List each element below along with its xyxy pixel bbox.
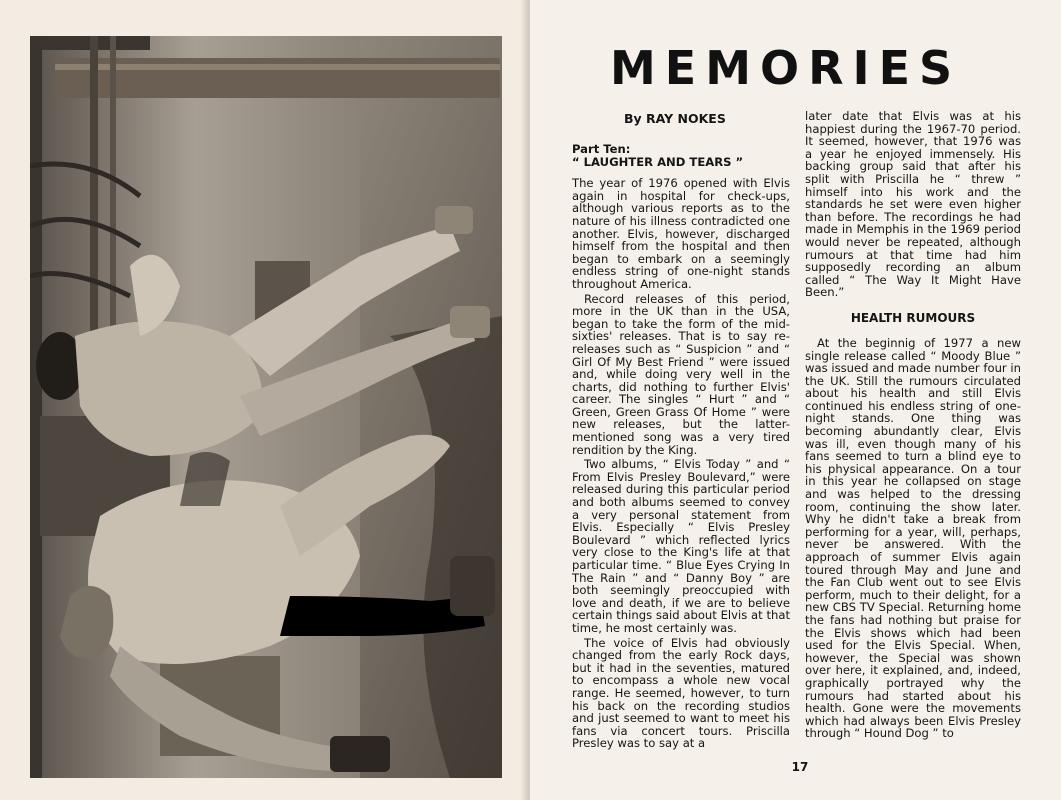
left-page	[0, 0, 527, 800]
paragraph: later date that Elvis was at his happiest during the 1967-70 period. It seemed, however, that 1976 was a year he enjoyed immensely. His backing group said that after his split with Priscilla he “ threw ” himself into his work and the standards he set were even higher than before. The recordings he had made in Memphis in the 1969 period would never be repeated, although rumours at that time had him supposedly recording an album called “ The Way It Might Have Been.”	[805, 109, 1021, 300]
part-title: “ LAUGHTER AND TEARS ”	[572, 154, 744, 169]
photograph	[30, 36, 502, 778]
paragraph: At the beginnig of 1977 a new single release called “ Moody Blue ” was issued and made number four in the UK. Still the rumours circulated about his health and still Elvis continued his endless string of one-night stands. One thing was becoming abundantly clear, Elvis was ill, even though many of his fans seemed to turn a blind eye to his physical appearance. On a tour in this year he collapsed on stage and was helped to the dressing room, continuing the show later. Why he didn't take a break from performing for a year, will, perhaps, never be answered. With the approach of summer Elvis again toured through May and June and the Fan Club went out to see Elvis perform, much to their delight, for a new CBS TV Special. Returning home the fans had nothing but praise for the Elvis shows which had been used for the Elvis Special. When, however, the Special was shown over here, it explained, and, indeed, graphically portrayed why the rumours had started about his health. Gone were the movements which had always been Elvis Presley through “ Hound Dog ” to	[805, 335, 1021, 741]
article-column-right	[805, 110, 1021, 740]
paragraph: The voice of Elvis had obviously changed from the early Rock days, but it had in the seventies, matured to encompass a whole new vocal range. He seemed, however, to turn his back on the recording studios and just seemed to want to meet his fans via concert tours. Priscilla Presley was to say at a	[572, 635, 790, 751]
paragraph: The year of 1976 opened with Elvis again in hospital for check-ups, although various reports as to the nature of his illness contradicted one another. Elvis, however, discharged himself from the hospital and then began to embark on a seemingly endless string of one-night stands throughout America.	[572, 176, 790, 291]
page-number: 17	[791, 760, 809, 774]
article-column-left	[572, 112, 790, 750]
part-label: Part Ten:	[572, 142, 631, 156]
article-title: MEMORIES	[610, 41, 962, 95]
paragraph: Record releases of this period, more in the UK than in the USA, began to take the form of the mid-sixties' releases. That is to say re-releases such as “ Suspicion ” and “ Girl Of My Best Friend ” were issued and, while doing very well in the charts, did nothing to further Elvis' career. The singles “ Hurt ” and “ Green, Green Grass Of Home ” were new releases, but the latter-mentioned song was a very tired rendition by the King.	[572, 291, 790, 457]
byline: By RAY NOKES	[624, 111, 726, 126]
photo-illustration	[30, 36, 502, 778]
paragraph: Two albums, “ Elvis Today ” and “ From Elvis Presley Boulevard,” were released during this particular period and both albums seemed to convey a very personal statement from Elvis. Especially “ Elvis Presley Boulevard ” which reflected lyrics very close to the King's life at that particular time. “ Blue Eyes Crying In The Rain ” and “ Danny Boy ” are both seemingly preoccupied with love and death, if we are to believe certain things said about Elvis at that time, he most certainly was.	[572, 457, 790, 635]
section-subheading: HEALTH RUMOURS	[850, 310, 976, 325]
